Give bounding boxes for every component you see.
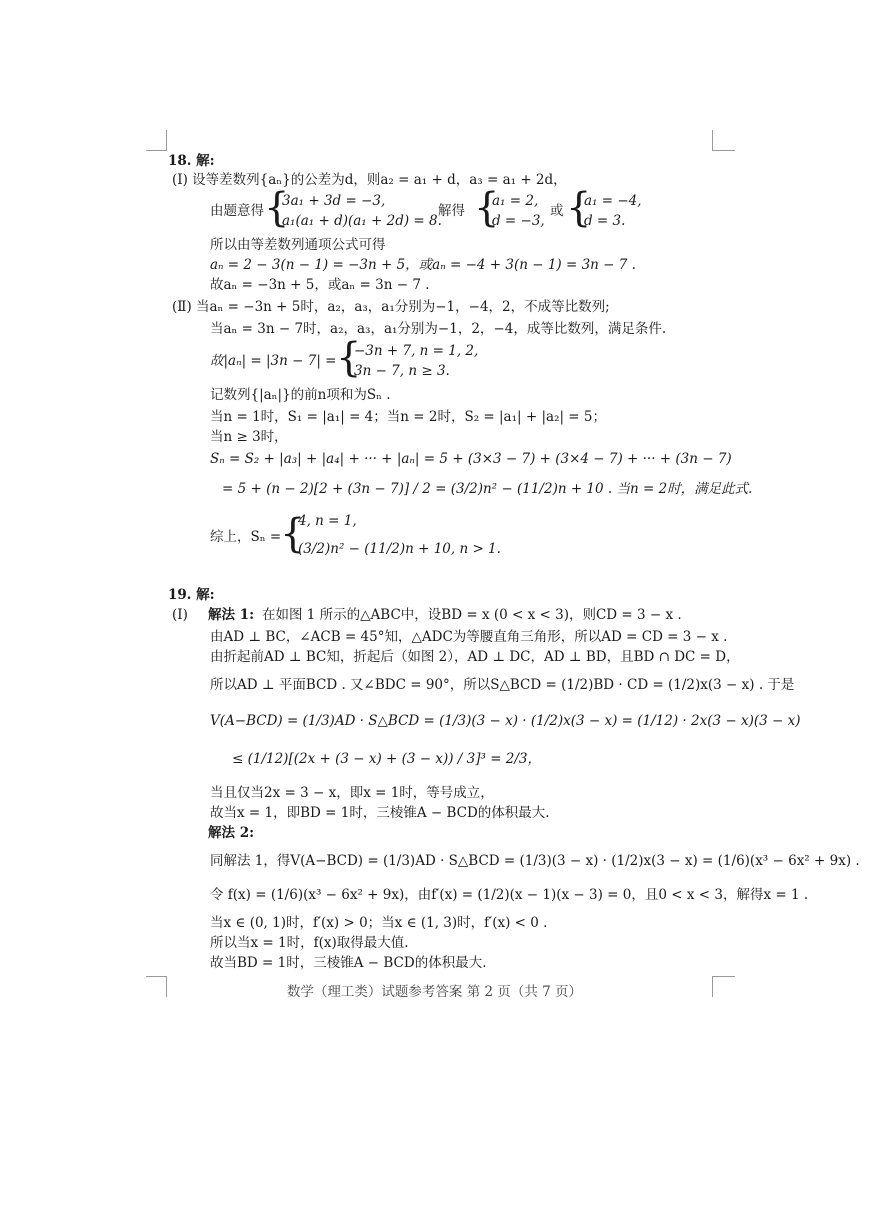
q18-abs-row1: −3n + 7, n = 1, 2, [354, 343, 479, 359]
q18-sys1-row2: a₁(a₁ + d)(a₁ + 2d) = 8. [282, 213, 442, 229]
crop-mark-top-right [712, 130, 735, 151]
q18-abs-brace: { [336, 335, 362, 381]
q19-m2-l3: 当x ∈ (0, 1)时，f′(x) > 0；当x ∈ (1, 3)时，f′(x) < 0 . [210, 915, 548, 931]
q18-n12: 当n = 1时，S₁ = |a₁| = 4；当n = 2时，S₂ = |a₁| + |a₂| = 5； [210, 409, 606, 425]
q18-sys1-brace: { [264, 185, 290, 231]
q18-sn-def: 记数列{|aₙ|}的前n项和为Sₙ . [210, 387, 391, 403]
q19-m1-l4: 所以AD ⊥ 平面BCD . 又∠BDC = 90°，所以S△BCD = (1/2)BD · CD = (1/2)x(3 − x) . 于是 [210, 677, 795, 693]
q19-method1-label: 解法 1: [208, 607, 255, 623]
q19-m1-l6: ≤ (1/12)[(2x + (3 − x) + (3 − x)) / 3]³ = 2/3， [232, 751, 542, 767]
q18-summary-row2: (3/2)n² − (11/2)n + 10, n > 1. [298, 541, 501, 557]
q19-m1-l1: 在如图 1 所示的△ABC中，设BD = x (0 < x < 3)，则CD = 3 − x . [262, 607, 682, 623]
q19-method2-label: 解法 2: [208, 825, 255, 841]
q18-n3: 当n ≥ 3时， [210, 429, 288, 445]
q18-abs-row2: 3n − 7, n ≥ 3. [354, 363, 450, 379]
q18-sol1-brace: { [474, 185, 500, 231]
q18-sol2-row1: a₁ = −4, [584, 193, 642, 209]
q18-abs-prefix: 故|aₙ| = |3n − 7| = [210, 353, 337, 369]
q18-therefore: 故aₙ = −3n + 5，或aₙ = 3n − 7 . [210, 277, 430, 293]
q18-given-prefix: 由题意得 [210, 203, 264, 219]
q18-formula-intro: 所以由等差数列通项公式可得 [210, 237, 386, 253]
q18-part2: (Ⅱ) 当aₙ = −3n + 5时，a₂，a₃，a₁分别为−1，−4，2，不成等比数列; [172, 299, 610, 315]
q19-part1-label: (Ⅰ) [172, 607, 188, 623]
q18-sol2-brace: { [566, 185, 592, 231]
q18-solve-label: 解得 [438, 203, 465, 219]
q19-m2-l5: 故当BD = 1时，三棱锥A − BCD的体积最大. [210, 955, 487, 971]
q18-sol2-row2: d = 3. [584, 213, 626, 229]
q19-m1-l3: 由折起前AD ⊥ BC知，折起后（如图 2），AD ⊥ DC，AD ⊥ BD，且BD ∩ DC = D， [210, 649, 740, 665]
q18-summary-row1: 4, n = 1, [298, 513, 357, 529]
q18-an: aₙ = 2 − 3(n − 1) = −3n + 5，或aₙ = −4 + 3(n − 1) = 3n − 7 . [210, 257, 636, 273]
q19-m1-l2: 由AD ⊥ BC，∠ACB = 45°知，△ADC为等腰直角三角形，所以AD = CD = 3 − x . [210, 629, 728, 645]
crop-mark-top-left [146, 130, 167, 151]
q18-sn-sum: Sₙ = S₂ + |a₃| + |a₄| + ··· + |aₙ| = 5 + (3×3 − 7) + (3×4 − 7) + ··· + (3n − 7) [210, 451, 732, 467]
q18-sys1-row1: 3a₁ + 3d = −3, [282, 193, 386, 209]
q19-m1-l5: V(A−BCD) = (1/3)AD · S△BCD = (1/3)(3 − x) · (1/2)x(3 − x) = (1/12) · 2x(3 − x)(3 − x) [210, 713, 801, 729]
q18-or-label: 或 [550, 203, 564, 219]
q19-m1-l8: 故当x = 1，即BD = 1时，三棱锥A − BCD的体积最大. [210, 805, 550, 821]
page-footer: 数学（理工类）试题参考答案 第 2 页（共 7 页） [286, 984, 583, 1000]
q19-m2-l1: 同解法 1，得V(A−BCD) = (1/3)AD · S△BCD = (1/3)(3 − x) · (1/2)x(3 − x) = (1/6)(x³ − 6x² + 9x) . [210, 853, 860, 869]
q19-m1-l7: 当且仅当2x = 3 − x，即x = 1时，等号成立， [210, 785, 494, 801]
q18-sol1-row2: d = −3, [492, 213, 545, 229]
q18-sol1-row1: a₁ = 2, [492, 193, 539, 209]
q18-sn-closed: = 5 + (n − 2)[2 + (3n − 7)] / 2 = (3/2)n² − (11/2)n + 10 . 当n = 2时，满足此式. [222, 481, 753, 497]
q19-m2-l2: 令 f(x) = (1/6)(x³ − 6x² + 9x)，由f′(x) = (1/2)(x − 1)(x − 3) = 0，且0 < x < 3，解得x = 1 . [210, 887, 809, 903]
q18-summary-prefix: 综上，Sₙ = [210, 529, 282, 545]
q18-part1: (Ⅰ) 设等差数列{aₙ}的公差为d，则a₂ = a₁ + d，a₃ = a₁ + 2d， [172, 172, 567, 188]
q18-summary-brace: { [280, 511, 306, 557]
q18-part2-b: 当aₙ = 3n − 7时，a₂，a₃，a₁分别为−1，2，−4，成等比数列，满足条件. [210, 321, 667, 337]
q19-m2-l4: 所以当x = 1时，f(x)取得最大值. [210, 935, 409, 951]
q19-header: 19. 解: [168, 587, 215, 603]
q18-header: 18. 解: [168, 153, 215, 169]
